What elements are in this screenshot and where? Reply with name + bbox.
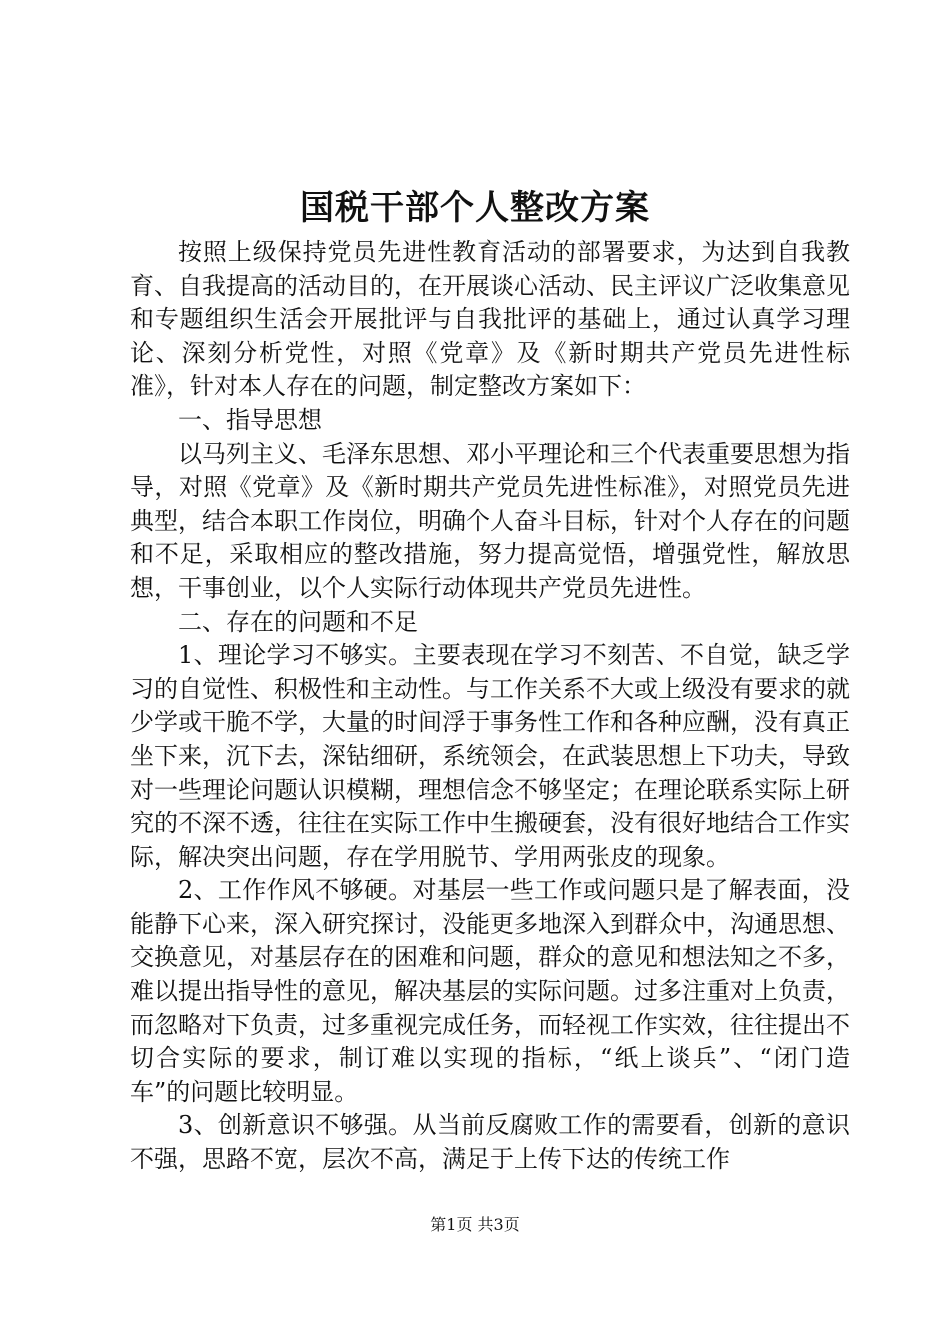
page-title: 国税干部个人整改方案 <box>300 188 650 228</box>
problem-item-2: 2、工作作风不够硬。对基层一些工作或问题只是了解表面，没能静下心来，深入研究探讨，没能更多地深入到群众中，沟通思想、交换意见，对基层存在的困难和问题，群众的意见和想法知之不多，难以提出指导性的意见，解决基层的实际问题。过多注重对上负责，而忽略对下负责，过多重视完成任务，而轻视工作实效，往往提出不切合实际的要求，制订难以实现的指标，“纸上谈兵”、“闭门造车”的问题比较明显。 <box>130 876 850 1106</box>
guiding-thought-paragraph: 以马列主义、毛泽东思想、邓小平理论和三个代表重要思想为指导，对照《党章》及《新时期共产党员先进性标准》，对照党员先进典型，结合本职工作岗位，明确个人奋斗目标，针对个人存在的问题和不足，采取相应的整改措施，努力提高觉悟，增强党性，解放思想，干事创业，以个人实际行动体现共产党员先进性。 <box>130 439 850 602</box>
problem-item-3: 3、创新意识不够强。从当前反腐败工作的需要看，创新的意识不强，思路不宽，层次不高，满足于上传下达的传统工作 <box>130 1111 850 1174</box>
intro-paragraph: 按照上级保持党员先进性教育活动的部署要求，为达到自我教育、自我提高的活动目的，在开展谈心活动、民主评议广泛收集意见和专题组织生活会开展批评与自我批评的基础上，通过认真学习理论、深刻分析党性，对照《党章》及《新时期共产党员先进性标准》，针对本人存在的问题，制定整改方案如下： <box>130 238 850 401</box>
page-number: 第1页 共3页 <box>430 1215 520 1234</box>
problem-item-1: 1、理论学习不够实。主要表现在学习不刻苦、不自觉，缺乏学习的自觉性、积极性和主动性。与工作关系不大或上级没有要求的就少学或干脆不学，大量的时间浮于事务性工作和各种应酬，没有真正坐下来，沉下去，深钻细研，系统领会，在武装思想上下功夫，导致对一些理论问题认识模糊，理想信念不够坚定；在理论联系实际上研究的不深不透，往往在实际工作中生搬硬套，没有很好地结合工作实际，解决突出问题，存在学用脱节、学用两张皮的现象。 <box>130 641 850 871</box>
section-heading-guiding-thought: 一、指导思想 <box>178 405 322 434</box>
section-heading-problems: 二、存在的问题和不足 <box>178 607 418 636</box>
document-body <box>130 236 850 1177</box>
